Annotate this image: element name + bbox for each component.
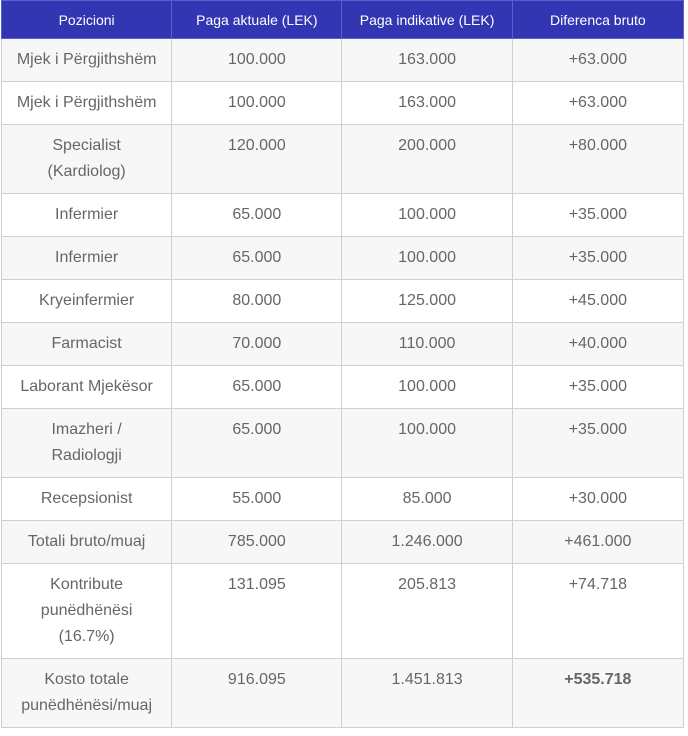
cell-position: Imazheri / Radiologji bbox=[2, 409, 172, 478]
header-row bbox=[2, 1, 684, 39]
cell-diff: +35.000 bbox=[512, 194, 683, 237]
cell-diff: +63.000 bbox=[512, 82, 683, 125]
header-position: Pozicioni bbox=[2, 1, 172, 39]
cell-position: Farmacist bbox=[2, 323, 172, 366]
cell-current: 120.000 bbox=[172, 125, 342, 194]
cell-position: Laborant Mjekësor bbox=[2, 366, 172, 409]
cell-indicative: 100.000 bbox=[342, 237, 512, 280]
table-header bbox=[2, 1, 684, 39]
cell-current: 65.000 bbox=[172, 409, 342, 478]
cell-diff: +80.000 bbox=[512, 125, 683, 194]
cell-current: 100.000 bbox=[172, 82, 342, 125]
cell-diff: +40.000 bbox=[512, 323, 683, 366]
cell-diff: +35.000 bbox=[512, 237, 683, 280]
cell-position: Kosto totale punëdhënësi/muaj bbox=[2, 659, 172, 728]
table-row bbox=[2, 82, 684, 125]
cell-indicative: 1.451.813 bbox=[342, 659, 512, 728]
cell-current: 131.095 bbox=[172, 564, 342, 659]
table-row bbox=[2, 323, 684, 366]
cell-position: Kryeinfermier bbox=[2, 280, 172, 323]
table-row bbox=[2, 409, 684, 478]
cell-indicative: 85.000 bbox=[342, 478, 512, 521]
table-row bbox=[2, 39, 684, 82]
cell-position: Totali bruto/muaj bbox=[2, 521, 172, 564]
cell-indicative: 163.000 bbox=[342, 82, 512, 125]
cell-diff: +461.000 bbox=[512, 521, 683, 564]
cell-current: 70.000 bbox=[172, 323, 342, 366]
table-body bbox=[2, 39, 684, 728]
cell-diff: +35.000 bbox=[512, 409, 683, 478]
cell-indicative: 100.000 bbox=[342, 409, 512, 478]
cell-current: 80.000 bbox=[172, 280, 342, 323]
cell-position: Recepsionist bbox=[2, 478, 172, 521]
cell-indicative: 163.000 bbox=[342, 39, 512, 82]
cell-indicative: 205.813 bbox=[342, 564, 512, 659]
cell-diff: +45.000 bbox=[512, 280, 683, 323]
cell-current: 65.000 bbox=[172, 194, 342, 237]
cell-indicative: 100.000 bbox=[342, 194, 512, 237]
cell-diff: +63.000 bbox=[512, 39, 683, 82]
cell-current: 785.000 bbox=[172, 521, 342, 564]
cell-diff: +30.000 bbox=[512, 478, 683, 521]
table-row-total-gross bbox=[2, 521, 684, 564]
cell-diff: +74.718 bbox=[512, 564, 683, 659]
cell-diff: +535.718 bbox=[512, 659, 683, 728]
cell-indicative: 1.246.000 bbox=[342, 521, 512, 564]
cell-position: Infermier bbox=[2, 194, 172, 237]
table-row bbox=[2, 125, 684, 194]
cell-indicative: 125.000 bbox=[342, 280, 512, 323]
cell-current: 55.000 bbox=[172, 478, 342, 521]
cell-position: Mjek i Përgjithshëm bbox=[2, 39, 172, 82]
cell-current: 65.000 bbox=[172, 366, 342, 409]
table-row-employer-total-cost bbox=[2, 659, 684, 728]
cell-indicative: 110.000 bbox=[342, 323, 512, 366]
table-row bbox=[2, 280, 684, 323]
cell-indicative: 100.000 bbox=[342, 366, 512, 409]
cell-indicative: 200.000 bbox=[342, 125, 512, 194]
cell-position: Kontribute punëdhënësi (16.7%) bbox=[2, 564, 172, 659]
table-row bbox=[2, 366, 684, 409]
cell-current: 65.000 bbox=[172, 237, 342, 280]
header-indicative-salary: Paga indikative (LEK) bbox=[342, 1, 512, 39]
table-row-employer-contributions bbox=[2, 564, 684, 659]
table-row bbox=[2, 237, 684, 280]
cell-position: Infermier bbox=[2, 237, 172, 280]
header-gross-difference: Diferenca bruto bbox=[512, 1, 683, 39]
table-row bbox=[2, 194, 684, 237]
cell-position: Mjek i Përgjithshëm bbox=[2, 82, 172, 125]
cell-current: 100.000 bbox=[172, 39, 342, 82]
header-current-salary: Paga aktuale (LEK) bbox=[172, 1, 342, 39]
salary-comparison-table bbox=[1, 0, 684, 728]
table-row bbox=[2, 478, 684, 521]
cell-diff: +35.000 bbox=[512, 366, 683, 409]
cell-position: Specialist (Kardiolog) bbox=[2, 125, 172, 194]
cell-current: 916.095 bbox=[172, 659, 342, 728]
